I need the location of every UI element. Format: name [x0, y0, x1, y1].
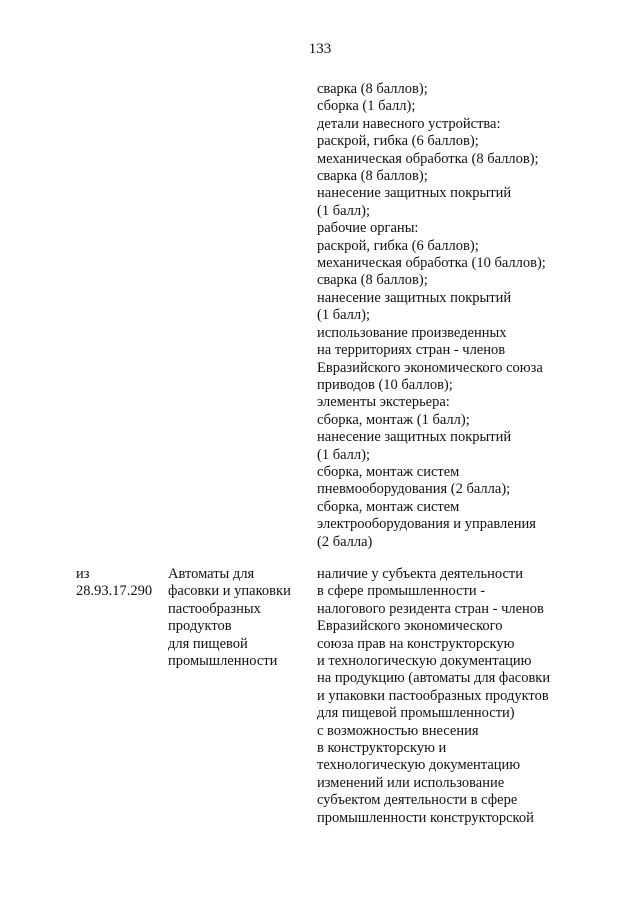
text-line: и упаковки пастообразных продуктов — [317, 687, 549, 704]
text-line: и технологическую документацию — [317, 653, 532, 670]
text-line: сборка, монтаж (1 балл); — [317, 411, 470, 428]
text-line: сварка (8 баллов); — [317, 81, 428, 97]
text-line: 28.93.17.290 — [76, 583, 153, 600]
text-line: (2 балла) — [317, 533, 373, 550]
text-line: сварка (8 баллов); — [317, 272, 428, 289]
text-line: союза прав на конструкторскую — [317, 635, 515, 652]
text-line: на территориях стран - членов — [317, 342, 506, 359]
text-line: элементы экстерьера: — [317, 394, 450, 411]
continuation-requirements — [317, 81, 617, 551]
text-line: детали навесного устройства: — [317, 115, 501, 132]
text-line: на продукцию (автоматы для фасовки — [317, 670, 551, 687]
text-line: субъектом деятельности в сфере — [317, 792, 518, 809]
text-line: использование произведенных — [317, 324, 507, 341]
text-line: изменений или использование — [317, 774, 505, 791]
text-line: (1 балл); — [317, 446, 370, 463]
page-number: 133 — [308, 41, 332, 57]
text-line: Евразийского экономического — [317, 618, 503, 635]
text-line: (1 балл); — [317, 307, 370, 324]
text-line: пастообразных — [168, 600, 261, 617]
text-line: из — [76, 566, 90, 582]
text-line: продуктов — [168, 618, 232, 635]
text-line: приводов (10 баллов); — [317, 376, 453, 393]
text-line: рабочие органы: — [317, 220, 419, 237]
text-line: раскрой, гибка (6 баллов); — [317, 237, 479, 254]
text-line: сварка (8 баллов); — [317, 168, 428, 185]
product-code — [76, 566, 166, 601]
text-line: для пищевой промышленности) — [317, 705, 515, 722]
text-line: раскрой, гибка (6 баллов); — [317, 133, 479, 150]
text-line: электрооборудования и управления — [317, 516, 536, 533]
text-line: промышленности конструкторской — [317, 809, 534, 826]
text-line: механическая обработка (8 баллов); — [317, 150, 539, 167]
text-line: для пищевой — [168, 635, 248, 652]
text-line: Евразийского экономического союза — [317, 359, 543, 376]
text-line: пневмооборудования (2 балла); — [317, 481, 511, 498]
text-line: в сфере промышленности - — [317, 583, 486, 600]
text-line: сборка, монтаж систем — [317, 498, 460, 515]
text-line: (1 балл); — [317, 202, 370, 219]
text-line: нанесение защитных покрытий — [317, 289, 512, 306]
text-line: нанесение защитных покрытий — [317, 429, 512, 446]
text-line: налогового резидента стран - членов — [317, 600, 544, 617]
text-line: механическая обработка (10 баллов); — [317, 255, 546, 272]
production-requirements — [317, 566, 617, 827]
text-line: наличие у субъекта деятельности — [317, 566, 523, 582]
product-name — [168, 566, 313, 670]
text-line: промышленности — [168, 653, 278, 670]
text-line: сборка, монтаж систем — [317, 463, 460, 480]
text-line: Автоматы для — [168, 566, 255, 582]
text-line: фасовки и упаковки — [168, 583, 291, 600]
text-line: нанесение защитных покрытий — [317, 185, 512, 202]
text-line: технологическую документацию — [317, 757, 521, 774]
text-line: с возможностью внесения — [317, 722, 479, 739]
text-line: в конструкторскую и — [317, 740, 447, 757]
text-line: сборка (1 балл); — [317, 98, 416, 115]
